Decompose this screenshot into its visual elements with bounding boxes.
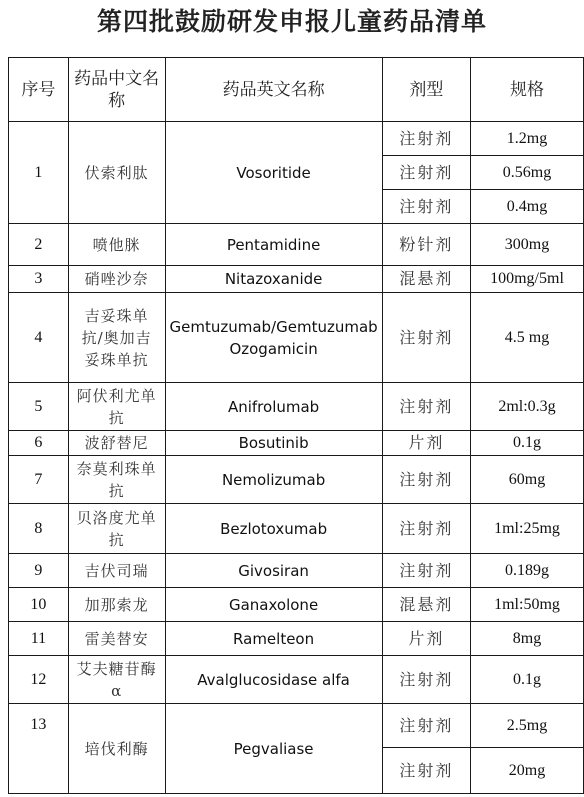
table-row — [9, 588, 584, 622]
table-row — [9, 266, 584, 293]
row-number: 4 — [9, 293, 69, 383]
dosage-form: 片剂 — [382, 622, 470, 656]
row-number: 2 — [9, 224, 69, 266]
specification: 0.1g — [471, 656, 584, 704]
drug-en-name: Givosiran — [165, 554, 382, 588]
dosage-form: 混悬剂 — [382, 588, 470, 622]
drug-en-name: Pentamidine — [165, 224, 382, 266]
specification: 20mg — [471, 748, 584, 794]
drug-cn-name: 阿伏利尤单抗 — [68, 383, 165, 431]
dosage-form: 混悬剂 — [382, 266, 470, 293]
table-row — [9, 383, 584, 431]
header-row — [9, 58, 584, 122]
table-row — [9, 122, 584, 156]
dosage-form: 注射剂 — [382, 156, 470, 190]
dosage-form: 注射剂 — [382, 748, 470, 794]
drug-en-name: Ganaxolone — [165, 588, 382, 622]
specification: 0.56mg — [471, 156, 584, 190]
row-number: 9 — [9, 554, 69, 588]
specification: 1ml:25mg — [471, 504, 584, 554]
specification: 1.2mg — [471, 122, 584, 156]
specification: 8mg — [471, 622, 584, 656]
drug-en-name: Nitazoxanide — [165, 266, 382, 293]
row-number: 12 — [9, 656, 69, 704]
drug-en-name: Bezlotoxumab — [165, 504, 382, 554]
drug-cn-name: 吉妥珠单抗/奥加吉妥珠单抗 — [68, 293, 165, 383]
drug-cn-name: 波舒替尼 — [68, 431, 165, 456]
drug-en-name: Ramelteon — [165, 622, 382, 656]
dosage-form: 粉针剂 — [382, 224, 470, 266]
specification: 2.5mg — [471, 704, 584, 748]
specification: 0.189g — [471, 554, 584, 588]
header-spec: 规格 — [471, 58, 584, 122]
row-number: 5 — [9, 383, 69, 431]
row-number: 10 — [9, 588, 69, 622]
drug-list-table — [8, 57, 584, 794]
table-row — [9, 554, 584, 588]
header-cn-name: 药品中文名称 — [68, 58, 165, 122]
drug-en-name: Avalglucosidase alfa — [165, 656, 382, 704]
drug-en-name: Vosoritide — [165, 122, 382, 224]
specification: 60mg — [471, 456, 584, 504]
table-row — [9, 224, 584, 266]
dosage-form: 注射剂 — [382, 504, 470, 554]
specification: 2ml:0.3g — [471, 383, 584, 431]
drug-cn-name: 雷美替安 — [68, 622, 165, 656]
row-number: 13 — [9, 704, 69, 794]
dosage-form: 注射剂 — [382, 293, 470, 383]
specification: 0.1g — [471, 431, 584, 456]
drug-en-name: Bosutinib — [165, 431, 382, 456]
header-en-name: 药品英文名称 — [165, 58, 382, 122]
specification: 300mg — [471, 224, 584, 266]
table-row — [9, 431, 584, 456]
row-number: 3 — [9, 266, 69, 293]
drug-cn-name: 贝洛度尤单抗 — [68, 504, 165, 554]
row-number: 8 — [9, 504, 69, 554]
header-form: 剂型 — [382, 58, 470, 122]
drug-cn-name: 加那索龙 — [68, 588, 165, 622]
drug-cn-name: 奈莫利珠单抗 — [68, 456, 165, 504]
drug-cn-name: 艾夫糖苷酶α — [68, 656, 165, 704]
drug-cn-name: 喷他脒 — [68, 224, 165, 266]
table-row — [9, 656, 584, 704]
dosage-form: 注射剂 — [382, 456, 470, 504]
header-no: 序号 — [9, 58, 69, 122]
dosage-form: 注射剂 — [382, 190, 470, 224]
dosage-form: 注射剂 — [382, 656, 470, 704]
drug-en-name: Pegvaliase — [165, 704, 382, 794]
table-row — [9, 456, 584, 504]
drug-en-name: Anifrolumab — [165, 383, 382, 431]
dosage-form: 注射剂 — [382, 122, 470, 156]
page-title: 第四批鼓励研发申报儿童药品清单 — [96, 7, 487, 36]
dosage-form: 注射剂 — [382, 704, 470, 748]
specification: 1ml:50mg — [471, 588, 584, 622]
drug-cn-name: 硝唑沙奈 — [68, 266, 165, 293]
table-row — [9, 504, 584, 554]
row-number: 1 — [9, 122, 69, 224]
table-row — [9, 704, 584, 748]
dosage-form: 片剂 — [382, 431, 470, 456]
drug-en-name: Gemtuzumab/Gemtuzumab Ozogamicin — [165, 293, 382, 383]
table-row — [9, 622, 584, 656]
specification: 100mg/5ml — [471, 266, 584, 293]
row-number: 7 — [9, 456, 69, 504]
row-number: 11 — [9, 622, 69, 656]
specification: 4.5 mg — [471, 293, 584, 383]
drug-en-name: Nemolizumab — [165, 456, 382, 504]
row-number: 6 — [9, 431, 69, 456]
specification: 0.4mg — [471, 190, 584, 224]
drug-cn-name: 培伐利酶 — [68, 704, 165, 794]
dosage-form: 注射剂 — [382, 554, 470, 588]
dosage-form: 注射剂 — [382, 383, 470, 431]
table-row — [9, 293, 584, 383]
drug-cn-name: 伏索利肽 — [68, 122, 165, 224]
drug-cn-name: 吉伏司瑞 — [68, 554, 165, 588]
